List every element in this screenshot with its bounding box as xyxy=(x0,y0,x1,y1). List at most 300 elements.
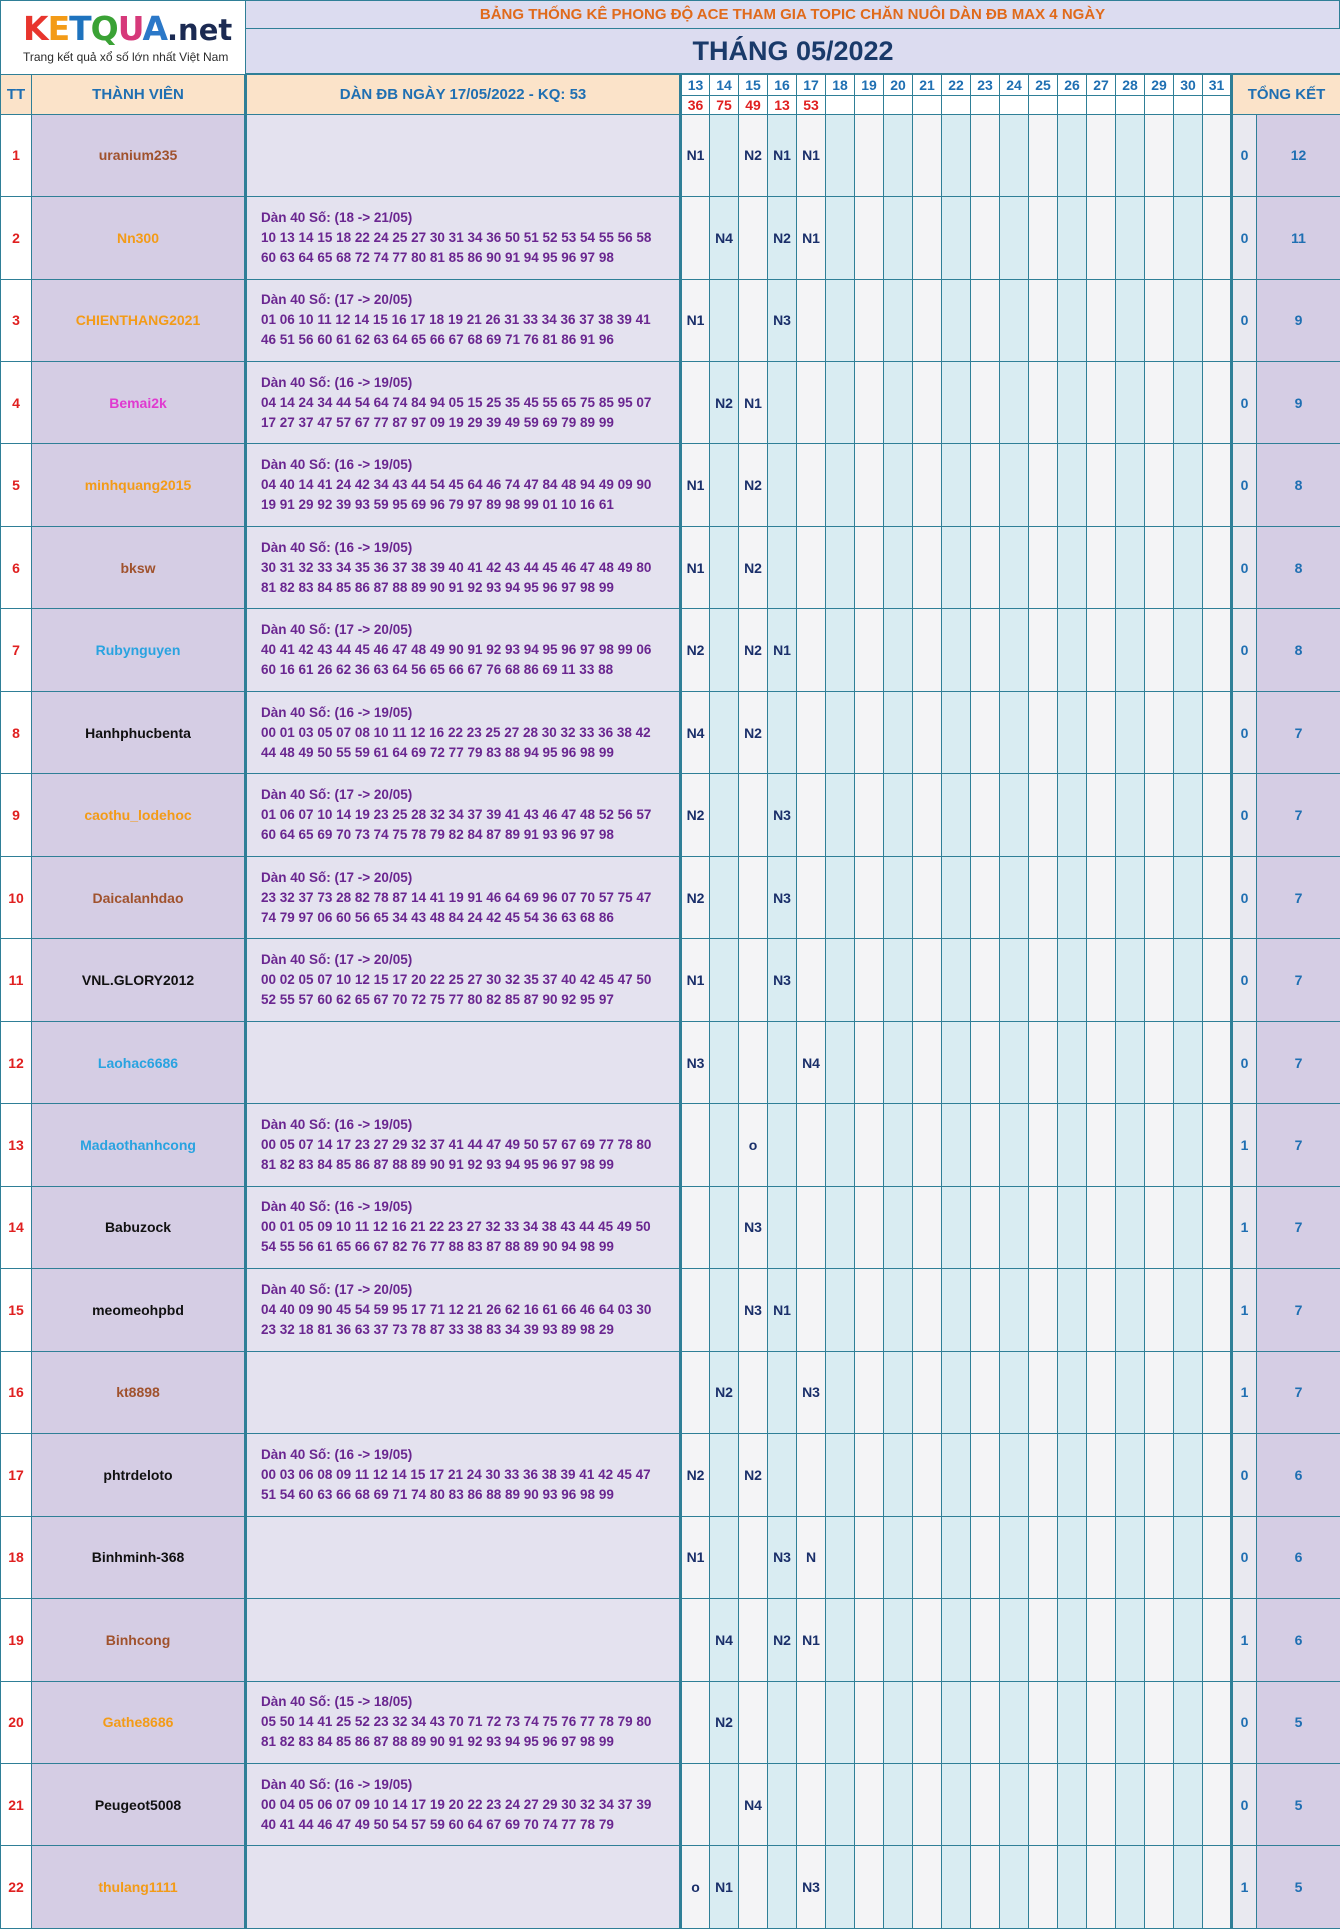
member-name[interactable]: Gathe8686 xyxy=(32,1681,246,1763)
dan-line2: 60 64 65 69 70 73 74 75 78 79 82 84 87 89 91 93 96 97 98 xyxy=(261,827,614,843)
day-mark xyxy=(913,609,942,691)
member-name[interactable]: minhquang2015 xyxy=(32,444,246,526)
dan-line1: 00 03 06 08 09 11 12 14 15 17 21 24 30 33 36 38 39 41 42 45 47 xyxy=(261,1466,651,1482)
table-row xyxy=(1,1186,1340,1268)
dan-numbers xyxy=(246,1351,681,1433)
row-number: 13 xyxy=(1,1104,32,1186)
day-mark xyxy=(942,444,971,526)
day-mark xyxy=(739,1351,768,1433)
day-mark xyxy=(1145,1516,1174,1598)
day-mark xyxy=(942,1599,971,1681)
day-mark xyxy=(710,444,739,526)
day-mark xyxy=(913,1516,942,1598)
member-name[interactable]: VNL.GLORY2012 xyxy=(32,939,246,1021)
dan-numbers xyxy=(246,1846,681,1929)
day-header-22: 22 xyxy=(942,75,971,95)
result-cell: 75 xyxy=(710,95,739,114)
day-mark xyxy=(1000,526,1029,608)
day-mark: N2 xyxy=(681,856,710,938)
day-mark xyxy=(942,939,971,1021)
member-name[interactable]: Nn300 xyxy=(32,197,246,279)
day-mark xyxy=(710,1269,739,1351)
day-mark xyxy=(971,1021,1000,1103)
day-mark: o xyxy=(739,1104,768,1186)
dan-line2: 17 27 37 47 57 67 77 87 97 09 19 29 39 49 59 69 79 89 99 xyxy=(261,414,614,430)
day-mark xyxy=(710,279,739,361)
day-mark: N3 xyxy=(768,856,797,938)
table-row xyxy=(1,1434,1340,1516)
day-mark xyxy=(710,1434,739,1516)
day-mark xyxy=(855,1846,884,1929)
dan-numbers xyxy=(246,1599,681,1681)
row-number: 21 xyxy=(1,1763,32,1845)
day-mark xyxy=(681,1599,710,1681)
day-mark xyxy=(1000,362,1029,444)
day-mark xyxy=(826,1516,855,1598)
hit-count: 1 xyxy=(1232,1599,1257,1681)
day-mark xyxy=(1058,691,1087,773)
day-mark xyxy=(855,1104,884,1186)
member-name[interactable]: bksw xyxy=(32,526,246,608)
day-mark xyxy=(1029,444,1058,526)
member-name[interactable]: meomeohpbd xyxy=(32,1269,246,1351)
day-mark xyxy=(1087,444,1116,526)
day-mark xyxy=(1029,1434,1058,1516)
day-mark xyxy=(1203,197,1232,279)
dan-title: Dàn 40 Số: (17 -> 20/05) xyxy=(261,292,413,308)
day-mark xyxy=(826,1763,855,1845)
day-mark xyxy=(739,1846,768,1929)
day-mark: N1 xyxy=(681,444,710,526)
day-mark xyxy=(710,774,739,856)
day-mark xyxy=(797,609,826,691)
day-mark xyxy=(1000,1104,1029,1186)
member-name[interactable]: uranium235 xyxy=(32,114,246,196)
day-mark xyxy=(1116,1269,1145,1351)
day-mark xyxy=(884,1186,913,1268)
day-mark: N2 xyxy=(681,609,710,691)
day-mark xyxy=(1203,1104,1232,1186)
day-mark xyxy=(884,609,913,691)
day-mark: N4 xyxy=(681,691,710,773)
day-mark xyxy=(971,1104,1000,1186)
day-header-17: 17 xyxy=(797,75,826,95)
table-row xyxy=(1,444,1340,526)
day-mark xyxy=(855,774,884,856)
day-mark xyxy=(1087,1516,1116,1598)
total-score: 7 xyxy=(1257,1021,1340,1103)
day-mark xyxy=(913,1599,942,1681)
day-mark xyxy=(971,1186,1000,1268)
day-mark: N1 xyxy=(710,1846,739,1929)
day-mark xyxy=(884,197,913,279)
result-cell xyxy=(1145,95,1174,114)
result-cell xyxy=(942,95,971,114)
day-mark xyxy=(855,609,884,691)
member-name[interactable]: Daicalanhdao xyxy=(32,856,246,938)
day-mark xyxy=(768,691,797,773)
day-mark xyxy=(1116,279,1145,361)
day-mark xyxy=(739,774,768,856)
day-mark xyxy=(1145,774,1174,856)
day-mark xyxy=(942,362,971,444)
dan-numbers xyxy=(246,279,681,361)
day-mark xyxy=(768,1351,797,1433)
day-mark: N3 xyxy=(797,1351,826,1433)
day-mark xyxy=(1116,1516,1145,1598)
total-score: 7 xyxy=(1257,774,1340,856)
day-mark: N4 xyxy=(710,197,739,279)
day-mark xyxy=(797,774,826,856)
result-cell: 36 xyxy=(681,95,710,114)
day-mark xyxy=(971,856,1000,938)
day-mark xyxy=(884,1846,913,1929)
dan-title: Dàn 40 Số: (16 -> 19/05) xyxy=(261,704,413,720)
day-mark xyxy=(884,444,913,526)
day-mark xyxy=(884,1516,913,1598)
day-mark xyxy=(855,1681,884,1763)
day-mark xyxy=(1145,197,1174,279)
day-mark: N1 xyxy=(797,197,826,279)
day-mark xyxy=(971,444,1000,526)
day-mark xyxy=(1145,526,1174,608)
day-mark xyxy=(826,279,855,361)
dan-line2: 23 32 18 81 36 63 37 73 78 87 33 38 83 34 39 93 89 98 29 xyxy=(261,1321,614,1337)
day-mark xyxy=(1029,609,1058,691)
day-mark: N3 xyxy=(768,279,797,361)
day-mark xyxy=(1058,774,1087,856)
day-mark: N1 xyxy=(681,526,710,608)
dan-title: Dàn 40 Số: (17 -> 20/05) xyxy=(261,1281,413,1297)
day-mark xyxy=(826,197,855,279)
day-mark xyxy=(768,1681,797,1763)
dan-line1: 00 01 03 05 07 08 10 11 12 16 22 23 25 27 28 30 32 33 36 38 42 xyxy=(261,724,651,740)
day-mark xyxy=(826,1186,855,1268)
day-mark xyxy=(913,114,942,196)
table-row xyxy=(1,197,1340,279)
day-mark xyxy=(1203,856,1232,938)
result-cell xyxy=(1116,95,1145,114)
day-mark xyxy=(1087,774,1116,856)
day-mark xyxy=(913,1681,942,1763)
table-row xyxy=(1,774,1340,856)
day-mark: N1 xyxy=(681,939,710,1021)
day-mark xyxy=(971,526,1000,608)
day-mark: N2 xyxy=(768,197,797,279)
day-mark xyxy=(1087,279,1116,361)
dan-title: Dàn 40 Số: (17 -> 20/05) xyxy=(261,622,413,638)
dan-numbers xyxy=(246,526,681,608)
day-mark xyxy=(855,197,884,279)
day-mark xyxy=(942,526,971,608)
day-mark xyxy=(826,609,855,691)
day-mark xyxy=(826,1599,855,1681)
day-header-31: 31 xyxy=(1203,75,1232,95)
dan-line1: 23 32 37 73 28 82 78 87 14 41 19 91 46 64 69 96 07 70 57 75 47 xyxy=(261,889,652,905)
row-number: 2 xyxy=(1,197,32,279)
day-mark xyxy=(1058,856,1087,938)
day-mark xyxy=(739,856,768,938)
dan-line1: 04 14 24 34 44 54 64 74 84 94 05 15 25 35 45 55 65 75 85 95 07 xyxy=(261,394,652,410)
logo-tld: .net xyxy=(167,12,233,47)
day-mark: N3 xyxy=(768,774,797,856)
row-number: 12 xyxy=(1,1021,32,1103)
day-mark xyxy=(1174,691,1203,773)
day-mark xyxy=(971,1434,1000,1516)
day-mark xyxy=(797,444,826,526)
day-mark: N3 xyxy=(739,1269,768,1351)
day-mark xyxy=(971,939,1000,1021)
day-mark xyxy=(1116,362,1145,444)
day-mark xyxy=(826,774,855,856)
day-mark xyxy=(971,1516,1000,1598)
member-name[interactable]: Babuzock xyxy=(32,1186,246,1268)
day-mark xyxy=(971,114,1000,196)
day-mark xyxy=(1145,1434,1174,1516)
day-mark xyxy=(710,691,739,773)
row-number: 18 xyxy=(1,1516,32,1598)
dan-numbers xyxy=(246,939,681,1021)
table-row xyxy=(1,362,1340,444)
dan-line2: 46 51 56 60 61 62 63 64 65 66 67 68 69 71 76 81 86 91 96 xyxy=(261,332,614,348)
day-mark xyxy=(1029,526,1058,608)
member-name[interactable]: CHIENTHANG2021 xyxy=(32,279,246,361)
day-mark xyxy=(884,939,913,1021)
day-mark xyxy=(1145,1599,1174,1681)
member-name[interactable]: caothu_lodehoc xyxy=(32,774,246,856)
day-mark xyxy=(768,1434,797,1516)
member-name[interactable]: Bemai2k xyxy=(32,362,246,444)
total-score: 8 xyxy=(1257,609,1340,691)
day-mark xyxy=(681,1763,710,1845)
day-mark xyxy=(1145,279,1174,361)
dan-title: Dàn 40 Số: (17 -> 20/05) xyxy=(261,869,413,885)
dan-line1: 04 40 14 41 24 42 34 43 44 54 45 64 46 74 47 84 48 94 49 09 90 xyxy=(261,477,652,493)
total-score: 8 xyxy=(1257,444,1340,526)
day-mark xyxy=(1116,197,1145,279)
day-mark xyxy=(971,362,1000,444)
day-mark xyxy=(1029,197,1058,279)
day-mark xyxy=(1087,1104,1116,1186)
day-mark xyxy=(739,1599,768,1681)
day-mark xyxy=(739,197,768,279)
member-name[interactable]: kt8898 xyxy=(32,1351,246,1433)
day-mark: N2 xyxy=(739,526,768,608)
day-mark xyxy=(710,1186,739,1268)
day-mark xyxy=(884,1434,913,1516)
result-cell xyxy=(971,95,1000,114)
banner-title: BẢNG THỐNG KÊ PHONG ĐỘ ACE THAM GIA TOPIC CHĂN NUÔI DÀN ĐB MAX 4 NGÀY xyxy=(246,1,1340,29)
day-mark xyxy=(913,1846,942,1929)
logo[interactable] xyxy=(1,1,246,75)
day-mark xyxy=(855,691,884,773)
day-mark xyxy=(1145,1846,1174,1929)
day-mark xyxy=(1145,939,1174,1021)
day-mark xyxy=(971,1599,1000,1681)
day-mark xyxy=(1000,1681,1029,1763)
day-mark xyxy=(710,1104,739,1186)
day-mark xyxy=(1087,1763,1116,1845)
day-mark xyxy=(681,197,710,279)
dan-numbers xyxy=(246,1434,681,1516)
day-mark xyxy=(1203,362,1232,444)
day-mark xyxy=(1145,1021,1174,1103)
day-mark xyxy=(1058,1516,1087,1598)
day-mark: N3 xyxy=(768,1516,797,1598)
result-cell xyxy=(1174,95,1203,114)
day-mark xyxy=(1087,114,1116,196)
total-score: 9 xyxy=(1257,362,1340,444)
day-mark xyxy=(1029,1104,1058,1186)
day-mark xyxy=(1029,1269,1058,1351)
member-name[interactable]: Binhminh-368 xyxy=(32,1516,246,1598)
day-mark xyxy=(971,1763,1000,1845)
member-name[interactable]: Binhcong xyxy=(32,1599,246,1681)
day-mark xyxy=(884,856,913,938)
day-mark xyxy=(913,1269,942,1351)
day-mark: N2 xyxy=(681,774,710,856)
total-score: 6 xyxy=(1257,1516,1340,1598)
day-mark xyxy=(855,1269,884,1351)
table-row xyxy=(1,1021,1340,1103)
day-mark xyxy=(1000,1516,1029,1598)
day-mark xyxy=(884,774,913,856)
day-mark xyxy=(1087,1681,1116,1763)
day-mark xyxy=(1174,526,1203,608)
hit-count: 0 xyxy=(1232,279,1257,361)
day-mark xyxy=(826,1846,855,1929)
day-mark xyxy=(942,1269,971,1351)
day-mark xyxy=(797,1681,826,1763)
day-mark xyxy=(797,1186,826,1268)
member-name[interactable]: Peugeot5008 xyxy=(32,1763,246,1845)
hit-count: 0 xyxy=(1232,362,1257,444)
total-score: 7 xyxy=(1257,856,1340,938)
day-mark xyxy=(942,1186,971,1268)
day-mark xyxy=(826,114,855,196)
day-mark xyxy=(1174,197,1203,279)
row-number: 10 xyxy=(1,856,32,938)
day-mark xyxy=(1116,1186,1145,1268)
member-name[interactable]: thulang1111 xyxy=(32,1846,246,1929)
table-row xyxy=(1,526,1340,608)
day-mark xyxy=(913,939,942,1021)
day-mark xyxy=(826,362,855,444)
day-mark: N4 xyxy=(710,1599,739,1681)
day-mark xyxy=(1029,691,1058,773)
day-mark xyxy=(1145,1269,1174,1351)
day-mark xyxy=(797,1763,826,1845)
day-mark xyxy=(942,1763,971,1845)
day-mark: N xyxy=(797,1516,826,1598)
total-score: 7 xyxy=(1257,939,1340,1021)
day-mark: N2 xyxy=(739,444,768,526)
table-row xyxy=(1,279,1340,361)
dan-title: Dàn 40 Số: (16 -> 19/05) xyxy=(261,1116,413,1132)
day-mark xyxy=(971,1351,1000,1433)
member-name[interactable]: Rubynguyen xyxy=(32,609,246,691)
day-mark: N2 xyxy=(739,691,768,773)
day-mark xyxy=(1087,1021,1116,1103)
hit-count: 0 xyxy=(1232,609,1257,691)
dan-line2: 60 63 64 65 68 72 74 77 80 81 85 86 90 91 94 95 96 97 98 xyxy=(261,249,614,265)
dan-numbers xyxy=(246,774,681,856)
day-mark xyxy=(797,691,826,773)
dan-line2: 51 54 60 63 66 68 69 71 74 80 83 86 88 89 90 93 96 98 99 xyxy=(261,1486,614,1502)
day-mark xyxy=(1116,114,1145,196)
total-score: 7 xyxy=(1257,1186,1340,1268)
day-mark xyxy=(1174,1434,1203,1516)
day-mark xyxy=(1174,1599,1203,1681)
row-number: 22 xyxy=(1,1846,32,1929)
day-mark: N3 xyxy=(681,1021,710,1103)
day-mark xyxy=(1087,1599,1116,1681)
day-mark xyxy=(797,1104,826,1186)
day-mark xyxy=(942,114,971,196)
dan-title: Dàn 40 Số: (16 -> 19/05) xyxy=(261,1199,413,1215)
table-row xyxy=(1,1681,1340,1763)
day-mark xyxy=(1174,1763,1203,1845)
logo-mark: KETQUA.net Trang kết quả xổ số lớn nhất Việt Nam xyxy=(23,8,233,64)
day-mark xyxy=(1203,939,1232,1021)
day-mark xyxy=(1029,1516,1058,1598)
day-mark xyxy=(1058,279,1087,361)
day-mark xyxy=(913,856,942,938)
total-score: 5 xyxy=(1257,1681,1340,1763)
day-mark xyxy=(913,691,942,773)
member-name[interactable]: Madaothanhcong xyxy=(32,1104,246,1186)
dan-numbers xyxy=(246,1681,681,1763)
dan-title: Dàn 40 Số: (17 -> 20/05) xyxy=(261,952,413,968)
day-mark xyxy=(1029,1681,1058,1763)
day-mark xyxy=(1029,362,1058,444)
total-score: 6 xyxy=(1257,1434,1340,1516)
day-mark xyxy=(710,114,739,196)
dan-numbers xyxy=(246,1269,681,1351)
member-name[interactable]: phtrdeloto xyxy=(32,1434,246,1516)
total-score: 12 xyxy=(1257,114,1340,196)
day-mark xyxy=(942,1351,971,1433)
day-mark xyxy=(797,1269,826,1351)
member-name[interactable]: Laohac6686 xyxy=(32,1021,246,1103)
dan-numbers xyxy=(246,362,681,444)
day-header-18: 18 xyxy=(826,75,855,95)
table-row xyxy=(1,1599,1340,1681)
day-mark xyxy=(971,691,1000,773)
day-mark xyxy=(797,856,826,938)
member-name[interactable]: Hanhphucbenta xyxy=(32,691,246,773)
day-mark xyxy=(884,1599,913,1681)
day-mark xyxy=(884,279,913,361)
day-mark xyxy=(1145,1681,1174,1763)
dan-numbers xyxy=(246,609,681,691)
day-mark: N1 xyxy=(681,279,710,361)
hit-count: 1 xyxy=(1232,1186,1257,1268)
day-mark xyxy=(913,526,942,608)
row-number: 6 xyxy=(1,526,32,608)
day-mark xyxy=(1203,1434,1232,1516)
row-number: 15 xyxy=(1,1269,32,1351)
column-header-dan: DÀN ĐB NGÀY 17/05/2022 - KQ: 53 xyxy=(246,75,681,114)
day-mark: N1 xyxy=(797,1599,826,1681)
day-mark xyxy=(826,1434,855,1516)
day-mark xyxy=(1145,691,1174,773)
day-mark xyxy=(1116,691,1145,773)
day-mark: N2 xyxy=(739,609,768,691)
day-mark xyxy=(826,1681,855,1763)
day-header-29: 29 xyxy=(1145,75,1174,95)
day-mark xyxy=(1029,279,1058,361)
